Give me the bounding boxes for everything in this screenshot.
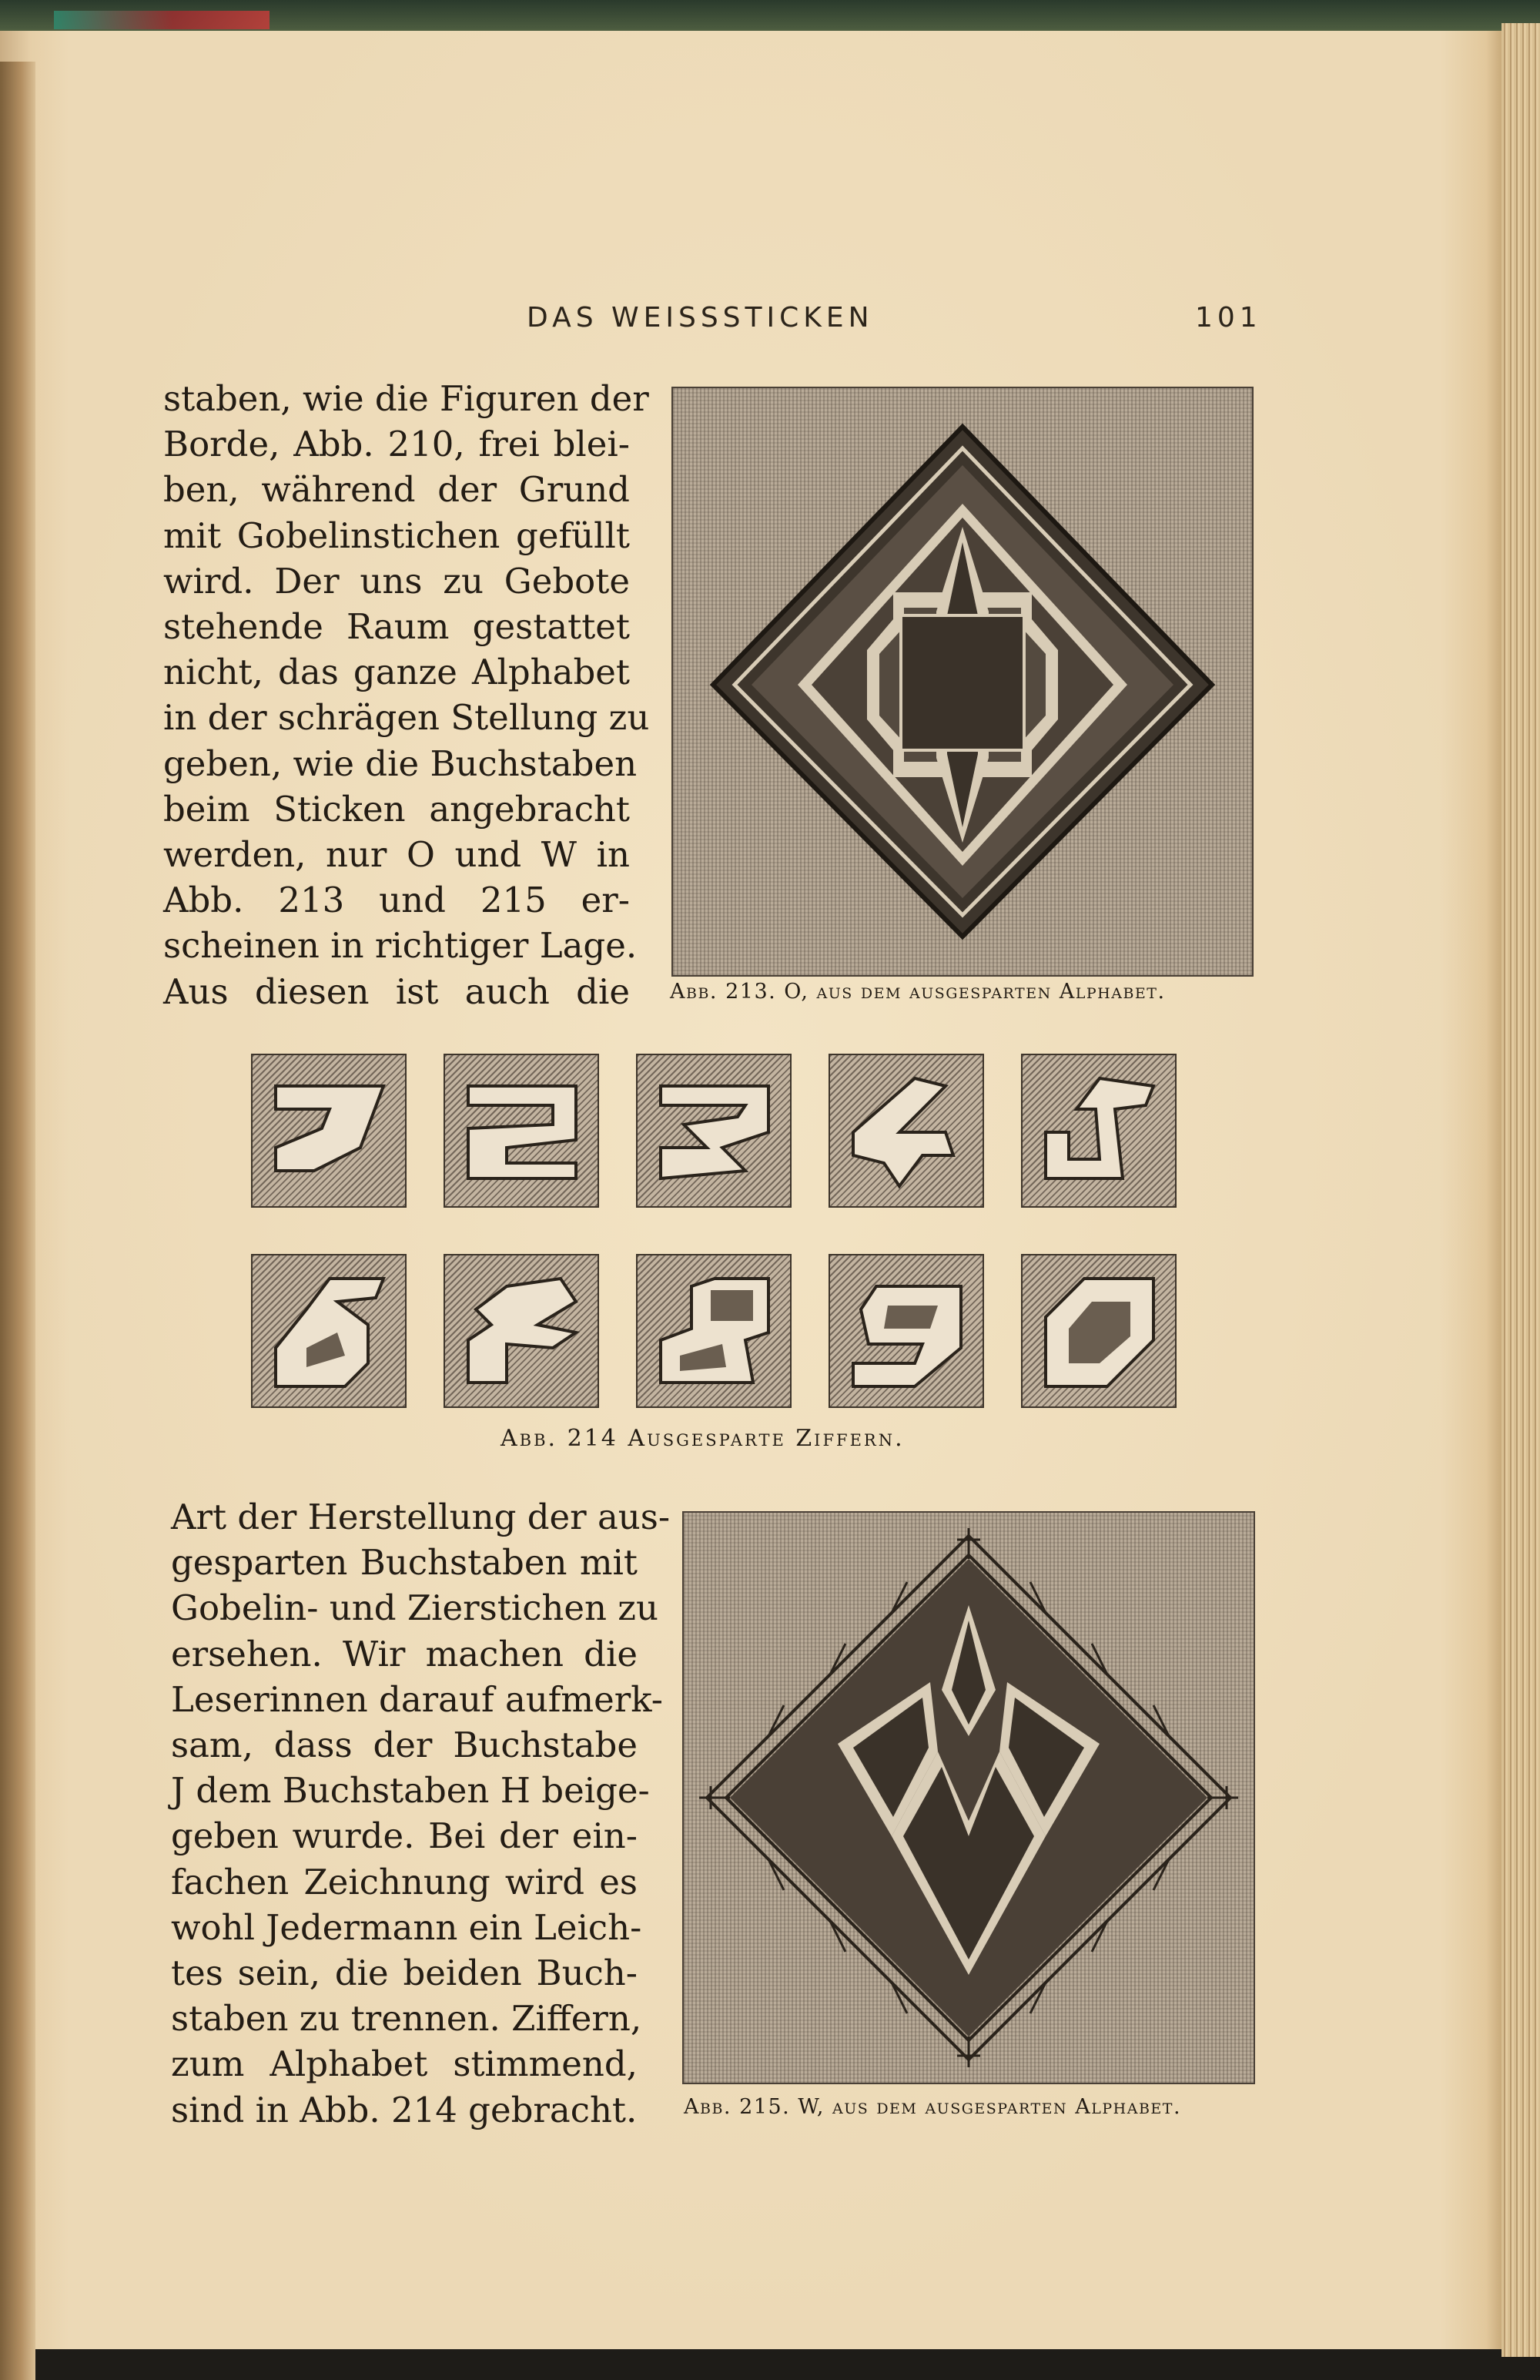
- digit-9-tile: [829, 1254, 984, 1408]
- figure-215-caption: Abb. 215. W, aus dem ausgesparten Alphabet.: [684, 2095, 1182, 2119]
- body-text-lower: [171, 1494, 671, 2133]
- figure-214-caption: Abb. 214 Ausgesparte Ziffern.: [500, 1425, 905, 1452]
- digit-2-tile: [444, 1054, 599, 1208]
- bookmark-ribbon: [54, 11, 270, 29]
- book-gutter: [0, 62, 35, 2380]
- digit-1-tile: [251, 1054, 407, 1208]
- figure-214-digits: [251, 1054, 1175, 1416]
- text-line: geben, wie die Buchstaben: [163, 742, 638, 784]
- digit-7-tile: [444, 1254, 599, 1408]
- text-line: nicht, das ganze Alphabet: [163, 652, 630, 693]
- digit-3-tile: [636, 1054, 792, 1208]
- text-line: fachen Zeichnung wird es: [171, 1861, 638, 1902]
- text-line: beim Sticken angebracht: [163, 788, 630, 830]
- text-line: Borde, Abb. 210, frei blei-: [163, 424, 630, 465]
- text-line: Art der Herstellung der aus-: [171, 1497, 671, 1537]
- figure-213-caption: Abb. 213. O, aus dem ausgesparten Alphabet.: [670, 980, 1166, 1004]
- digit-5-tile: [1021, 1054, 1177, 1208]
- text-line: geben wurde. Bei der ein-: [171, 1815, 638, 1857]
- text-line: Aus diesen ist auch die: [163, 970, 630, 1012]
- text-line: scheinen in richtiger Lage.: [163, 925, 638, 967]
- text-line: ben, während der Grund: [163, 469, 630, 511]
- text-line: wird. Der uns zu Gebote: [163, 560, 630, 602]
- text-line: sam, dass der Buchstabe: [171, 1725, 638, 1766]
- digit-4-tile: [829, 1054, 984, 1208]
- text-line: gesparten Buchstaben mit: [171, 1542, 638, 1584]
- text-line: stehende Raum gestattet: [163, 606, 630, 648]
- text-line: Abb. 213 und 215 er-: [163, 880, 630, 921]
- text-line: ersehen. Wir machen die: [171, 1633, 638, 1674]
- text-line: wohl Jedermann ein Leich-: [171, 1906, 642, 1948]
- text-line: werden, nur O und W in: [163, 834, 630, 876]
- text-line: staben zu trennen. Ziffern,: [171, 1998, 642, 2040]
- text-line: J dem Buchstaben H beige-: [171, 1770, 650, 1812]
- letter-o-engraving: [673, 388, 1252, 975]
- figure-215-letter-w: [682, 1511, 1255, 2084]
- text-line: staben, wie die Figuren der: [163, 378, 649, 419]
- body-text-upper: [163, 376, 650, 1014]
- text-line: Leserinnen darauf aufmerk-: [171, 1678, 663, 1720]
- page-number: 101: [1195, 302, 1262, 334]
- text-line: mit Gobelinstichen gefüllt: [163, 515, 630, 556]
- text-line: zum Alphabet stimmend,: [171, 2043, 638, 2085]
- text-line: in der schrägen Stellung zu: [163, 697, 650, 739]
- text-line: sind in Abb. 214 gebracht.: [171, 2089, 638, 2130]
- digit-0-tile: [1021, 1254, 1177, 1408]
- digit-6-tile: [251, 1254, 407, 1408]
- digit-8-tile: [636, 1254, 792, 1408]
- page-edges: [1502, 23, 1540, 2357]
- running-title: DAS WEISSSTICKEN: [527, 302, 874, 334]
- text-line: Gobelin- und Zierstichen zu: [171, 1587, 658, 1629]
- text-line: tes sein, die beiden Buch-: [171, 1953, 638, 1994]
- figure-213-letter-o: [671, 387, 1254, 977]
- book-page: [0, 31, 1502, 2349]
- letter-w-engraving: [684, 1513, 1254, 2083]
